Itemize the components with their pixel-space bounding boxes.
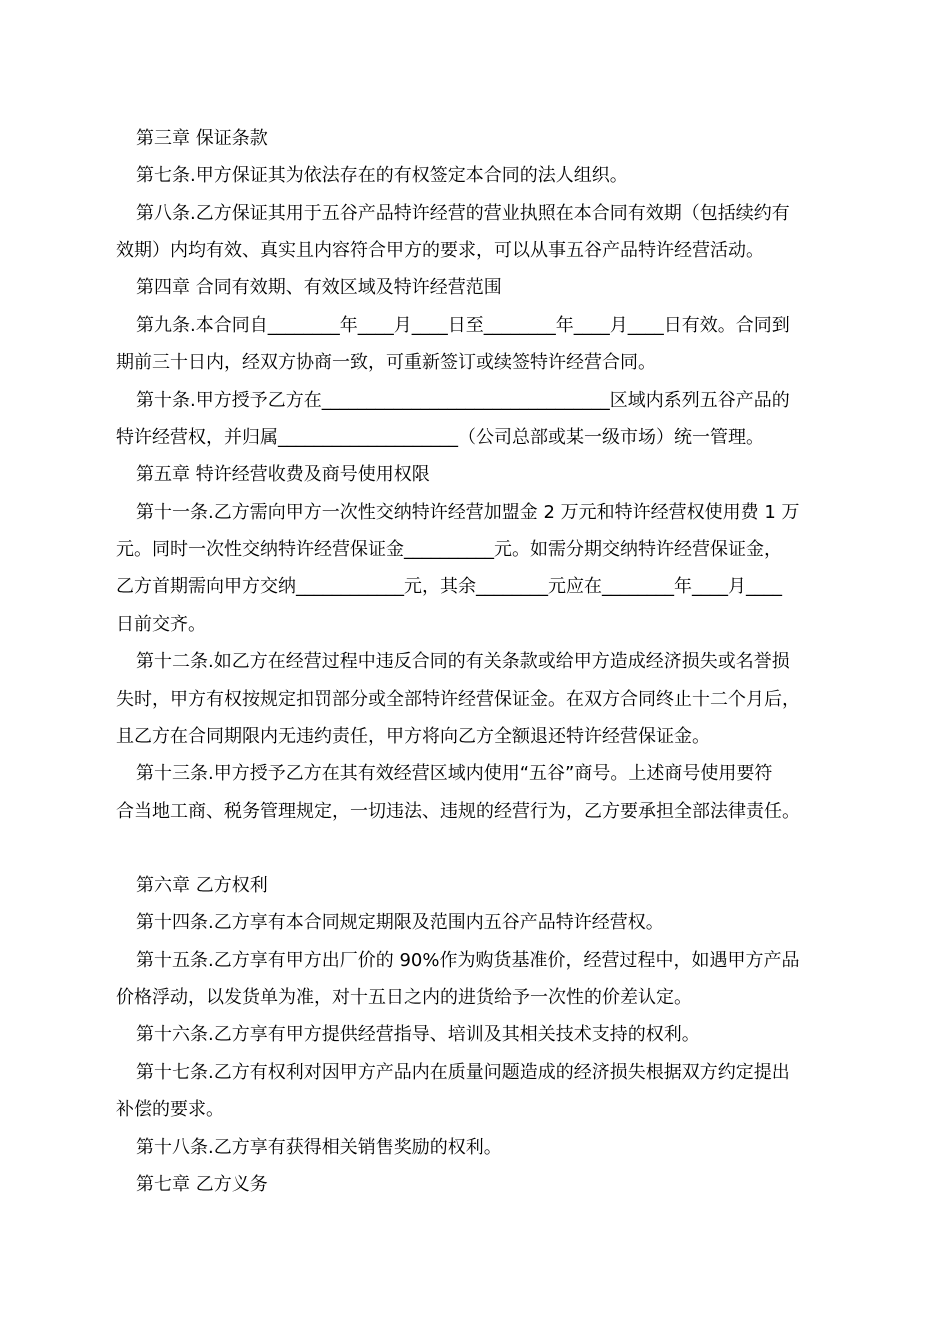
article-12-line-1: 第十二条.如乙方在经营过程中违反合同的有关条款或给甲方造成经济损失或名誉损: [136, 651, 790, 672]
article-15-line-1: 第十五条.乙方享有甲方出厂价的 90%作为购货基准价，经营过程中，如遇甲方产品: [136, 950, 800, 971]
article-18: 第十八条.乙方享有获得相关销售奖励的权利。: [136, 1137, 502, 1158]
chapter-5-heading: 第五章 特许经营收费及商号使用权限: [136, 464, 430, 485]
chapter-7-heading: 第七章 乙方义务: [136, 1174, 268, 1195]
article-8-line-2: 效期）内均有效、真实且内容符合甲方的要求，可以从事五谷产品特许经营活动。: [116, 240, 764, 261]
chapter-3-heading: 第三章 保证条款: [136, 128, 268, 149]
article-13-line-2: 合当地工商、税务管理规定，一切违法、违规的经营行为，乙方要承担全部法律责任。: [116, 801, 800, 822]
chapter-4-heading: 第四章 合同有效期、有效区域及特许经营范围: [136, 277, 502, 298]
article-11-line-4: 日前交齐。: [116, 614, 206, 635]
article-10-line-2: 特许经营权，并归属____________________（公司总部或某一级市场）统一管理。: [116, 427, 764, 448]
article-13-line-1: 第十三条.甲方授予乙方在其有效经营区域内使用“五谷”商号。上述商号使用要符: [136, 763, 773, 784]
article-10-line-1: 第十条.甲方授予乙方在________________________________区域内系列五谷产品的: [136, 390, 790, 411]
article-17-line-1: 第十七条.乙方有权利对因甲方产品内在质量问题造成的经济损失根据双方约定提出: [136, 1062, 790, 1083]
article-7: 第七条.甲方保证其为依法存在的有权签定本合同的法人组织。: [136, 165, 628, 186]
article-15-line-2: 价格浮动，以发货单为准，对十五日之内的进货给予一次性的价差认定。: [116, 987, 692, 1008]
article-11-line-3: 乙方首期需向甲方交纳____________元，其余________元应在________年____月____: [116, 576, 782, 597]
article-12-line-3: 且乙方在合同期限内无违约责任，甲方将向乙方全额退还特许经营保证金。: [116, 726, 710, 747]
article-17-line-2: 补偿的要求。: [116, 1099, 224, 1120]
article-11-line-1: 第十一条.乙方需向甲方一次性交纳特许经营加盟金 2 万元和特许经营权使用费 1 万: [136, 502, 800, 523]
article-14: 第十四条.乙方享有本合同规定期限及范围内五谷产品特许经营权。: [136, 912, 664, 933]
article-16: 第十六条.乙方享有甲方提供经营指导、培训及其相关技术支持的权利。: [136, 1024, 700, 1045]
chapter-6-heading: 第六章 乙方权利: [136, 875, 268, 896]
article-9-line-2: 期前三十日内，经双方协商一致，可重新签订或续签特许经营合同。: [116, 352, 656, 373]
article-12-line-2: 失时，甲方有权按规定扣罚部分或全部特许经营保证金。在双方合同终止十二个月后，: [116, 689, 800, 710]
article-9-line-1: 第九条.本合同自________年____月____日至________年____月____日有效。合同到: [136, 315, 790, 336]
article-8-line-1: 第八条.乙方保证其用于五谷产品特许经营的营业执照在本合同有效期（包括续约有: [136, 203, 790, 224]
article-11-line-2: 元。同时一次性交纳特许经营保证金__________元。如需分期交纳特许经营保证金，: [116, 539, 782, 560]
